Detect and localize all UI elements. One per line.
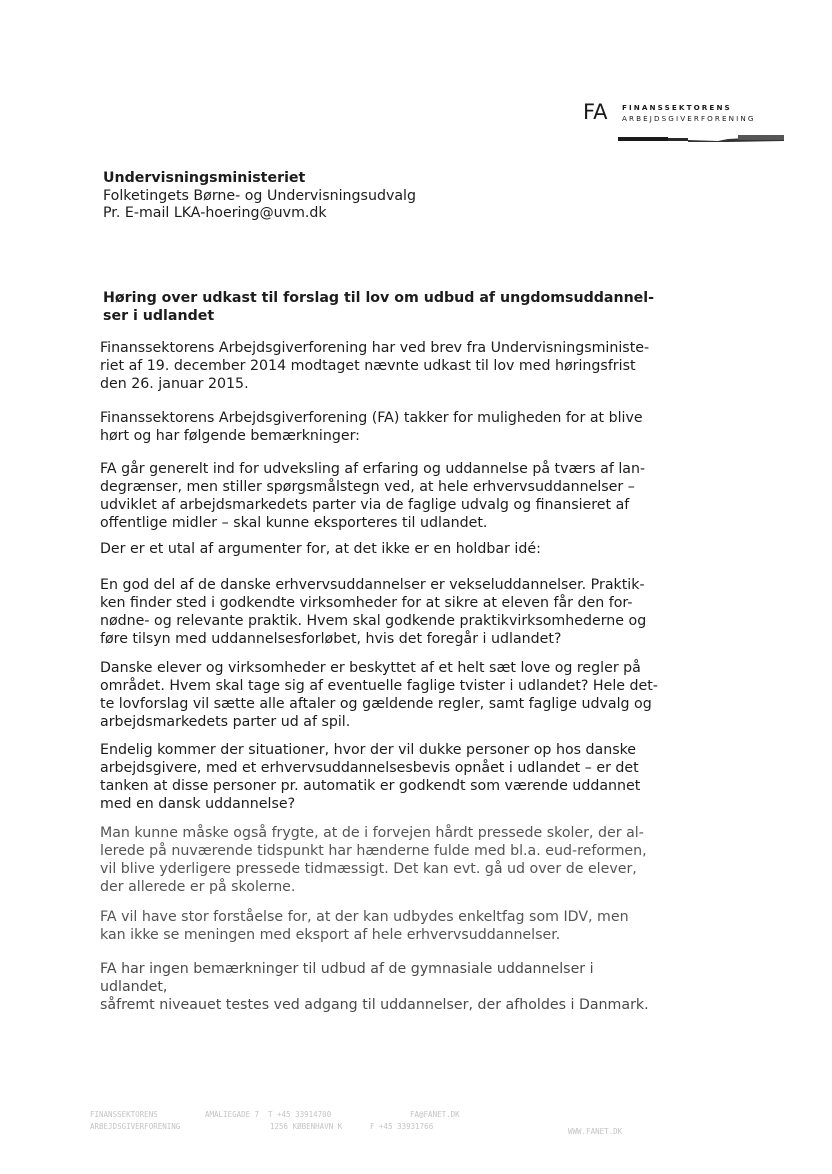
text-line: Man kunne måske også frygte, at de i forvejen hårdt pressede skoler, der al-: [100, 825, 644, 841]
footer-phone: T +45 33914700: [268, 1110, 332, 1119]
text-line: der allerede er på skolerne.: [100, 879, 296, 895]
recipient-email: Pr. E-mail LKA-hoering@uvm.dk: [103, 205, 327, 222]
paragraph-7: [100, 741, 660, 813]
text-line: Finanssektorens Arbejdsgiverforening har ved brev fra Undervisningsministe-: [100, 340, 650, 356]
paragraph-6: [100, 659, 660, 731]
text-line: med en dansk uddannelse?: [100, 796, 296, 812]
footer-email: FA@FANET.DK: [410, 1110, 460, 1119]
text-line: arbejdsgivere, med et erhvervsuddannelsesbevis opnået i udlandet – er det: [100, 760, 639, 776]
text-line: tanken at disse personer pr. automatik er godkendt som værende uddannet: [100, 778, 641, 794]
text-line: kan ikke se meningen med eksport af hele erhvervsuddannelser.: [100, 927, 561, 943]
recipient-committee: Folketingets Børne- og Undervisningsudvalg: [103, 187, 416, 204]
text-line: En god del af de danske erhvervsuddannelser er vekseluddannelser. Praktik-: [100, 577, 645, 593]
text-line: nødne- og relevante praktik. Hvem skal godkende praktikvirksomhederne og: [100, 613, 647, 629]
text-line: udviklet af arbejdsmarkedets parter via de faglige udvalg og finansieret af: [100, 497, 630, 513]
footer-city: 1256 KØBENHAVN K: [270, 1122, 343, 1131]
logo-bar-icon: [618, 134, 784, 144]
text-line: riet af 19. december 2014 modtaget nævnte udkast til lov med høringsfrist: [100, 358, 636, 374]
text-line: hørt og har følgende bemærkninger:: [100, 428, 360, 444]
text-line: Danske elever og virksomheder er beskyttet af et helt sæt love og regler på: [100, 660, 641, 676]
text-line: Der er et utal af argumenter for, at det ikke er en holdbar idé:: [100, 541, 541, 557]
paragraph-3: [100, 460, 660, 532]
text-line: såfremt niveauet testes ved adgang til uddannelser, der afholdes i Danmark.: [100, 997, 649, 1013]
page-footer: [0, 1108, 832, 1148]
text-line: Finanssektorens Arbejdsgiverforening (FA) takker for muligheden for at blive: [100, 410, 643, 426]
paragraph-4: [100, 540, 660, 558]
text-line: føre tilsyn med uddannelsesforløbet, hvis det foregår i udlandet?: [100, 631, 562, 647]
text-line: FA vil have stor forståelse for, at der kan udbydes enkeltfag som IDV, men: [100, 909, 629, 925]
text-line: vil blive yderligere pressede tidmæssigt. Det kan evt. gå ud over de elever,: [100, 861, 637, 877]
text-line: den 26. januar 2015.: [100, 376, 249, 392]
paragraph-10: [100, 960, 660, 1014]
subject-line: Høring over udkast til forslag til lov om udbud af ungdomsuddannel-: [103, 290, 655, 306]
footer-org-2: ARBEJDSGIVERFORENING: [90, 1122, 181, 1131]
text-line: FA har ingen bemærkninger til udbud af de gymnasiale uddannelser i udlandet,: [100, 961, 594, 995]
subject-line: ser i udlandet: [103, 308, 215, 324]
text-line: området. Hvem skal tage sig af eventuelle faglige tvister i udlandet? Hele det-: [100, 678, 658, 694]
text-line: FA går generelt ind for udveksling af erfaring og uddannelse på tværs af lan-: [100, 461, 646, 477]
text-line: arbejdsmarkedets parter ud af spil.: [100, 714, 351, 730]
text-line: lerede på nuværende tidspunkt har hænderne fulde med bl.a. eud-reformen,: [100, 843, 647, 859]
footer-org-1: FINANSSEKTORENS: [90, 1110, 158, 1119]
text-line: te lovforslag vil sætte alle aftaler og gældende regler, samt faglige udvalg og: [100, 696, 652, 712]
recipient-block: [103, 170, 503, 223]
text-line: ken finder sted i godkendte virksomheder for at sikre at eleven får den for-: [100, 595, 633, 611]
text-line: Endelig kommer der situationer, hvor der vil dukke personer op hos danske: [100, 742, 637, 758]
text-line: degrænser, men stiller spørgsmålstegn ved, at hele erhvervsuddannelser –: [100, 479, 635, 495]
paragraph-9: [100, 908, 660, 944]
logo-line-2: ARBEJDSGIVERFORENING: [622, 114, 756, 123]
footer-fax: F +45 33931766: [370, 1122, 434, 1131]
logo-line-1: FINANSSEKTORENS: [622, 103, 732, 112]
paragraph-1: [100, 339, 660, 393]
text-line: offentlige midler – skal kunne eksporteres til udlandet.: [100, 515, 488, 531]
subject-heading: [103, 289, 663, 325]
footer-web: WWW.FANET.DK: [568, 1127, 623, 1136]
footer-street: AMALIEGADE 7: [205, 1110, 260, 1119]
paragraph-5: [100, 576, 660, 648]
logo-mark: FA: [583, 100, 608, 124]
fa-logo: [583, 100, 783, 150]
paragraph-8: [100, 824, 660, 896]
recipient-org: Undervisningsministeriet: [103, 170, 306, 186]
paragraph-2: [100, 409, 660, 445]
